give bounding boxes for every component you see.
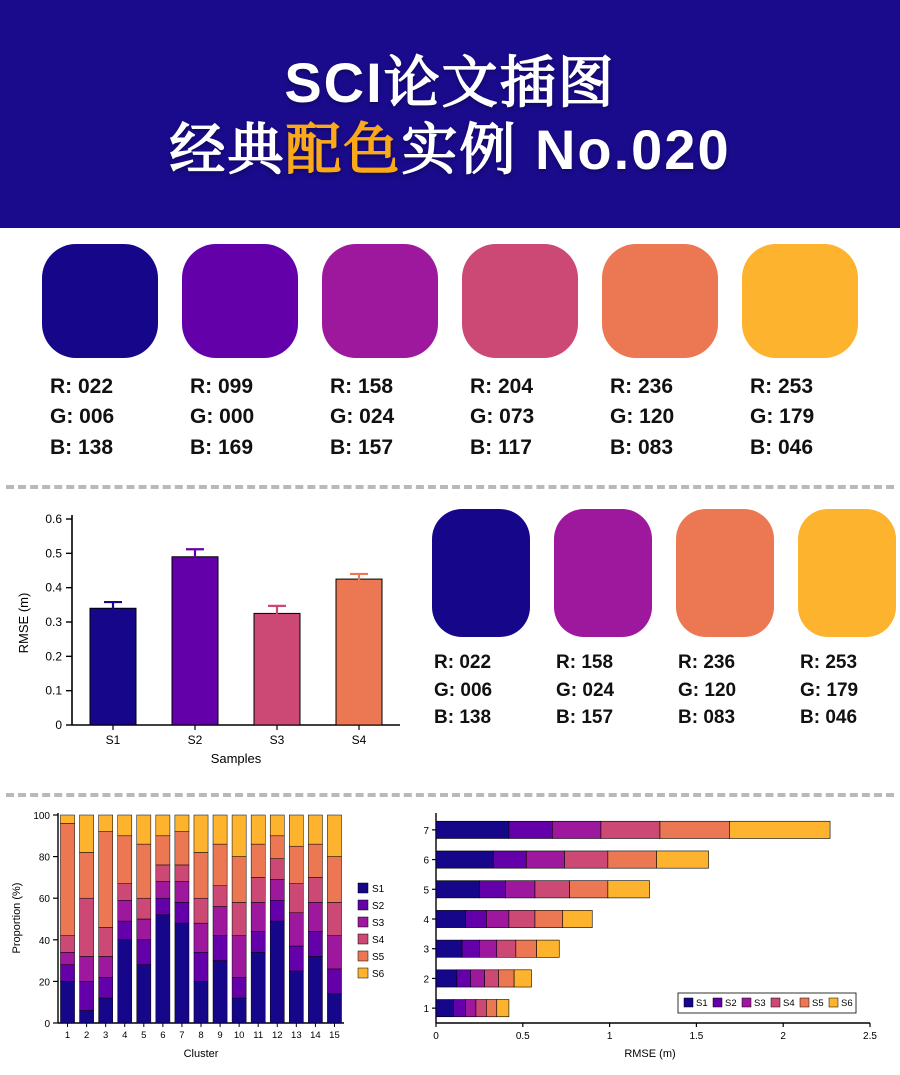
swatch-r: R: 253 [750, 375, 814, 398]
stacked-proportion-chart [0, 805, 400, 1075]
svg-text:6: 6 [423, 855, 429, 867]
swatch-g: G: 024 [556, 679, 615, 701]
color-swatch [742, 244, 858, 358]
svg-text:11: 11 [253, 1030, 264, 1042]
svg-text:S4: S4 [372, 935, 385, 947]
swatch-r: R: 158 [330, 375, 394, 398]
svg-text:2: 2 [423, 974, 429, 986]
svg-text:7: 7 [423, 826, 429, 838]
svg-text:S4: S4 [783, 998, 795, 1010]
svg-text:S1: S1 [105, 733, 121, 748]
swatch-rgb-values [322, 372, 438, 463]
svg-text:40: 40 [38, 936, 50, 948]
svg-text:60: 60 [38, 894, 50, 906]
svg-text:5: 5 [423, 885, 429, 897]
svg-text:0: 0 [44, 1019, 50, 1031]
swatch-r: R: 099 [190, 375, 254, 398]
svg-text:5: 5 [141, 1030, 147, 1042]
svg-text:S4: S4 [351, 733, 367, 748]
svg-text:1: 1 [606, 1031, 613, 1043]
color-swatch [182, 244, 298, 358]
swatch-g: G: 179 [800, 679, 859, 701]
swatch-b: B: 157 [556, 707, 614, 729]
swatch-g: G: 120 [678, 679, 737, 701]
main-palette [0, 228, 900, 473]
swatch-rgb-values [798, 649, 896, 732]
title-banner [0, 0, 900, 228]
svg-text:S6: S6 [841, 998, 853, 1010]
color-swatch [554, 509, 652, 637]
swatch-r: R: 236 [610, 375, 674, 398]
svg-text:S1: S1 [696, 998, 708, 1010]
swatch-g: G: 006 [50, 405, 115, 429]
title-line-2-pre: 经典 [169, 118, 286, 182]
svg-text:20: 20 [38, 977, 50, 989]
swatch-rgb-values [554, 649, 652, 732]
color-swatch [42, 244, 158, 358]
title-line-1: SCI论文插图 [284, 50, 616, 114]
svg-text:RMSE (m): RMSE (m) [624, 1048, 676, 1061]
svg-text:Proportion (%): Proportion (%) [11, 882, 23, 954]
title-line-2-post: 实例 No.020 [401, 118, 731, 182]
svg-text:6: 6 [160, 1030, 166, 1042]
svg-text:12: 12 [271, 1030, 283, 1042]
swatch-b: B: 083 [610, 435, 674, 459]
swatch-rgb-values [742, 372, 858, 463]
svg-text:100: 100 [33, 811, 50, 823]
stacked-rmse-chart [400, 805, 900, 1075]
stacked-proportion-svg [6, 805, 406, 1075]
swatch-g: G: 179 [750, 405, 815, 429]
svg-text:9: 9 [217, 1030, 223, 1042]
swatch-rgb-values [432, 649, 530, 732]
svg-text:RMSE (m): RMSE (m) [16, 592, 31, 654]
svg-text:S1: S1 [372, 884, 385, 896]
swatch-b: B: 138 [434, 707, 492, 729]
swatch-b: B: 046 [750, 435, 814, 459]
color-swatch [432, 509, 530, 637]
svg-text:8: 8 [198, 1030, 204, 1042]
svg-text:S3: S3 [269, 733, 285, 748]
svg-text:7: 7 [179, 1030, 185, 1042]
swatch-b: B: 117 [470, 435, 532, 459]
svg-text:S3: S3 [372, 918, 385, 930]
rmse-bar-chart [0, 499, 420, 781]
svg-text:2.5: 2.5 [863, 1031, 877, 1043]
swatch-rgb-values [602, 372, 718, 463]
color-swatch [798, 509, 896, 637]
color-swatch [462, 244, 578, 358]
palette-item [798, 509, 896, 781]
color-swatch [322, 244, 438, 358]
color-swatch [676, 509, 774, 637]
swatch-rgb-values [462, 372, 578, 463]
svg-text:14: 14 [310, 1030, 321, 1042]
bottom-section [0, 797, 900, 1075]
svg-text:S6: S6 [372, 969, 385, 981]
swatch-r: R: 253 [800, 652, 858, 674]
swatch-r: R: 158 [556, 652, 614, 674]
svg-text:3: 3 [423, 945, 429, 957]
svg-text:0.5: 0.5 [515, 1031, 530, 1043]
svg-text:S5: S5 [812, 998, 824, 1010]
svg-text:0.1: 0.1 [45, 683, 62, 698]
svg-text:15: 15 [329, 1030, 340, 1042]
svg-text:S2: S2 [725, 998, 737, 1010]
title-line-2 [169, 115, 730, 185]
svg-text:4: 4 [423, 915, 429, 927]
swatch-g: G: 120 [610, 405, 675, 429]
svg-text:1: 1 [64, 1030, 71, 1042]
palette-item [554, 509, 652, 781]
color-swatch [602, 244, 718, 358]
svg-text:0.5: 0.5 [45, 546, 62, 561]
swatch-r: R: 204 [470, 375, 534, 398]
swatch-rgb-values [42, 372, 158, 463]
palette-item [42, 244, 158, 463]
palette-item [462, 244, 578, 463]
title-line-2-highlight: 配色 [285, 118, 402, 182]
svg-text:0.6: 0.6 [45, 512, 62, 527]
svg-text:80: 80 [38, 852, 50, 864]
svg-text:S2: S2 [187, 733, 203, 748]
swatch-b: B: 083 [678, 707, 736, 729]
svg-text:3: 3 [103, 1030, 109, 1042]
palette-item [676, 509, 774, 781]
svg-text:0: 0 [55, 718, 62, 733]
swatch-r: R: 022 [434, 652, 492, 674]
swatch-r: R: 022 [50, 375, 114, 398]
swatch-b: B: 138 [50, 435, 114, 459]
svg-text:1: 1 [423, 1004, 429, 1016]
svg-text:0.3: 0.3 [45, 615, 62, 630]
swatch-rgb-values [182, 372, 298, 463]
svg-text:10: 10 [233, 1030, 245, 1042]
svg-text:S3: S3 [754, 998, 766, 1010]
palette-item [742, 244, 858, 463]
rmse-bar-chart-svg [10, 505, 420, 775]
mid-section [0, 489, 900, 781]
svg-text:4: 4 [122, 1030, 128, 1042]
swatch-g: G: 073 [470, 405, 535, 429]
svg-text:2: 2 [780, 1031, 786, 1043]
svg-text:13: 13 [291, 1030, 302, 1042]
svg-text:Cluster: Cluster [183, 1048, 219, 1061]
svg-text:0.2: 0.2 [45, 649, 62, 664]
palette-item [432, 509, 530, 781]
swatch-g: G: 006 [434, 679, 493, 701]
svg-text:2: 2 [83, 1030, 90, 1042]
svg-text:S5: S5 [372, 952, 385, 964]
swatch-b: B: 169 [190, 435, 254, 459]
stacked-rmse-svg [400, 805, 900, 1075]
svg-text:0.4: 0.4 [45, 580, 62, 595]
svg-text:1.5: 1.5 [689, 1031, 704, 1043]
sub-palette [420, 499, 900, 781]
svg-text:Samples: Samples [210, 751, 262, 767]
swatch-rgb-values [676, 649, 774, 732]
palette-item [322, 244, 438, 463]
swatch-b: B: 157 [330, 435, 394, 459]
svg-text:S2: S2 [372, 901, 385, 913]
palette-item [602, 244, 718, 463]
swatch-g: G: 024 [330, 405, 395, 429]
swatch-b: B: 046 [800, 707, 858, 729]
svg-text:0: 0 [433, 1031, 439, 1043]
swatch-g: G: 000 [190, 405, 255, 429]
palette-item [182, 244, 298, 463]
swatch-r: R: 236 [678, 652, 736, 674]
